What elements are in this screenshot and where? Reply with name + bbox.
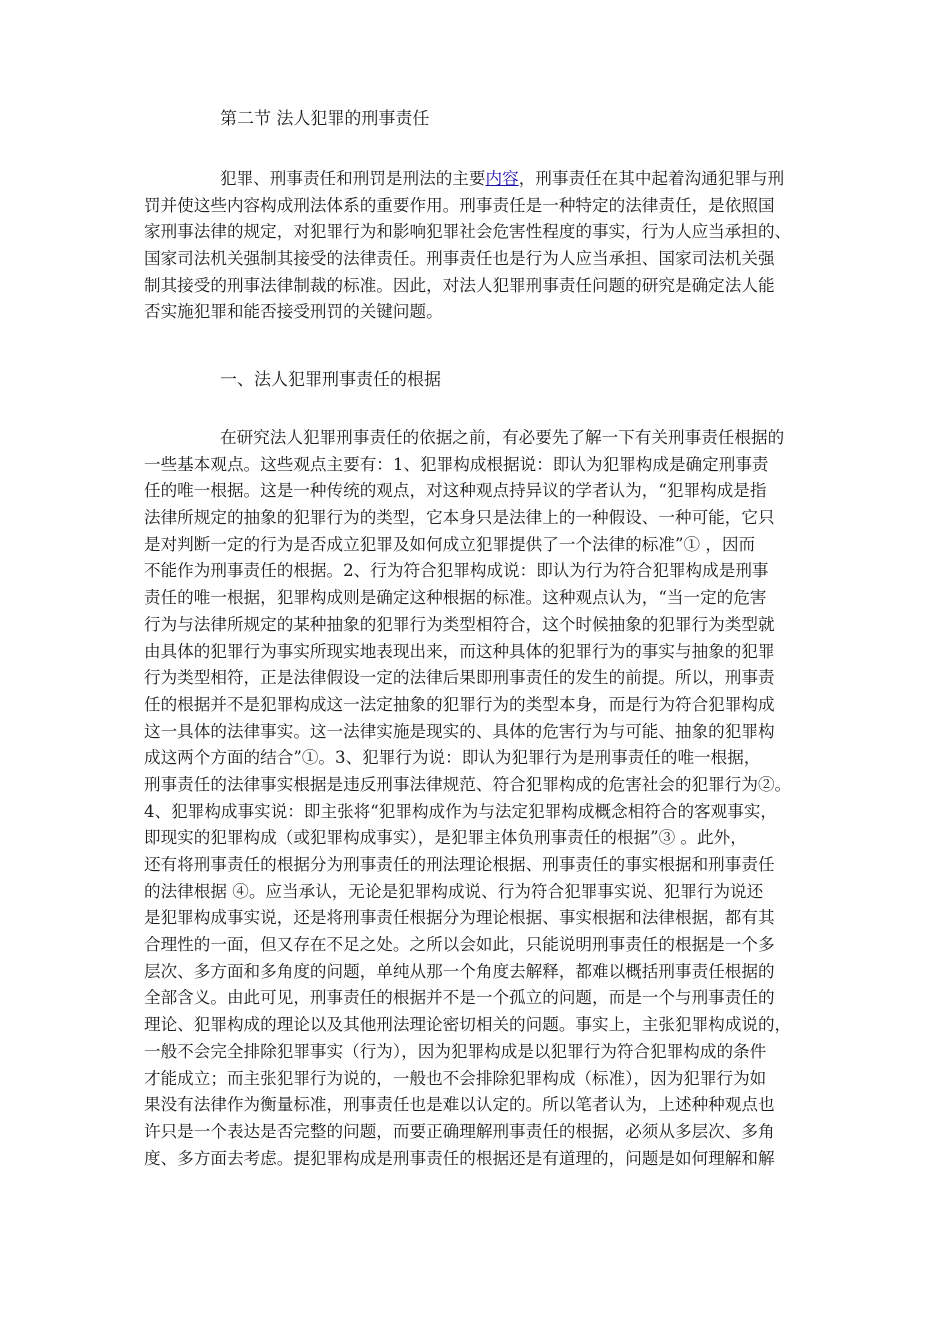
body-line: 在研究法人犯罪刑事责任的依据之前，有必要先了解一下有关刑事责任根据的 xyxy=(220,428,785,447)
body-line: 一些基本观点。这些观点主要有：1、犯罪构成根据说：即认为犯罪构成是确定刑事责 xyxy=(144,454,769,474)
body-line: 是对判断一定的行为是否成立犯罪及如何成立犯罪提供了一个法律的标准”① ，因而 xyxy=(144,534,756,554)
intro-line: 否实施犯罪和能否接受刑罚的关键问题。 xyxy=(144,302,443,322)
intro-line: 国家司法机关强制其接受的法律责任。刑事责任也是行为人应当承担、国家司法机关强 xyxy=(144,249,775,269)
body-line: 理论、犯罪构成的理论以及其他刑法理论密切相关的问题。事实上，主张犯罪构成说的， xyxy=(144,1015,792,1035)
body-line: 成这两个方面的结合”①。3、犯罪行为说：即认为犯罪行为是刑事责任的唯一根据， xyxy=(144,748,761,768)
body-line: 行为与法律所规定的某种抽象的犯罪行为类型相符合，这个时候抽象的犯罪行为类型就 xyxy=(144,614,775,634)
body-line: 任的唯一根据。这是一种传统的观点，对这种观点持异议的学者认为，“犯罪构成是指 xyxy=(144,481,767,501)
body-line: 4、犯罪构成事实说：即主张将“犯罪构成作为与法定犯罪构成概念相符合的客观事实， xyxy=(144,801,778,821)
section-title: 第二节 法人犯罪的刑事责任 xyxy=(220,109,430,129)
body-line: 还有将刑事责任的根据分为刑事责任的刑法理论根据、刑事责任的事实根据和刑事责任 xyxy=(144,855,775,874)
body-line: 责任的唯一根据，犯罪构成则是确定这种根据的标准。这种观点认为，“当一定的危害 xyxy=(144,588,767,608)
intro-line: 罚并使这些内容构成刑法体系的重要作用。刑事责任是一种特定的法律责任，是依照国 xyxy=(144,195,775,215)
body-line: 法律所规定的抽象的犯罪行为的类型，它本身只是法律上的一种假设、一种可能，它只 xyxy=(144,508,775,528)
intro-line-1 xyxy=(144,166,880,193)
intro-line-1-after: ，刑事责任在其中起着沟通犯罪与刑 xyxy=(518,169,785,188)
body-line: 不能作为刑事责任的根据。2、行为符合犯罪构成说：即认为行为符合犯罪构成是刑事 xyxy=(144,561,769,581)
content-link[interactable]: 内容 xyxy=(485,169,519,188)
body-line: 一般不会完全排除犯罪事实（行为），因为犯罪构成是以犯罪行为符合犯罪构成的条件 xyxy=(144,1041,767,1061)
body-line: 合理性的一面，但又存在不足之处。之所以会如此，只能说明刑事责任的根据是一个多 xyxy=(144,935,775,955)
body-line: 度、多方面去考虑。提犯罪构成是刑事责任的根据还是有道理的，问题是如何理解和解 xyxy=(144,1148,775,1168)
body-line: 行为类型相符，正是法律假设一定的法律后果即刑事责任的发生的前提。所以，刑事责 xyxy=(144,668,775,688)
body-line: 是犯罪构成事实说，还是将刑事责任根据分为理论根据、事实根据和法律根据，都有其 xyxy=(144,908,775,928)
intro-line-1-before: 犯罪、刑事责任和刑罚是刑法的主要 xyxy=(220,169,486,188)
body-line: 由具体的犯罪行为事实所现实地表现出来，而这种具体的犯罪行为的事实与抽象的犯罪 xyxy=(144,641,775,661)
body-line: 许只是一个表达是否完整的问题，而要正确理解刑事责任的根据，必须从多层次、多角 xyxy=(144,1121,775,1141)
body-line: 这一具体的法律事实。这一法律实施是现实的、具体的危害行为与可能、抽象的犯罪构 xyxy=(144,721,775,741)
intro-line: 家刑事法律的规定，对犯罪行为和影响犯罪社会危害性程度的事实，行为人应当承担的、 xyxy=(144,222,792,242)
body-line: 层次、多方面和多角度的问题，单纯从那一个角度去解释，都难以概括刑事责任根据的 xyxy=(144,961,775,981)
subsection-title: 一、法人犯罪刑事责任的根据 xyxy=(220,370,441,390)
body-line: 任的根据并不是犯罪构成这一法定抽象的犯罪行为的类型本身，而是行为符合犯罪构成 xyxy=(144,694,775,714)
body-line: 果没有法律作为衡量标准，刑事责任也是难以认定的。所以笔者认为，上述种种观点也 xyxy=(144,1095,775,1115)
body-line: 的法律根据 ④。应当承认，无论是犯罪构成说、行为符合犯罪事实说、犯罪行为说还 xyxy=(144,881,764,901)
intro-line: 制其接受的刑事法律制裁的标准。因此，对法人犯罪刑事责任问题的研究是确定法人能 xyxy=(144,275,775,295)
intro-paragraph xyxy=(144,166,880,326)
body-line: 才能成立；而主张犯罪行为说的，一般也不会排除犯罪构成（标准），因为犯罪行为如 xyxy=(144,1068,767,1088)
body-line: 刑事责任的法律事实根据是违反刑事法律规范、符合犯罪构成的危害社会的犯罪行为②。 xyxy=(144,774,792,794)
body-line: 即现实的犯罪构成（或犯罪构成事实），是犯罪主体负刑事责任的根据”③ 。此外， xyxy=(144,828,747,848)
body-paragraph xyxy=(144,425,880,1172)
body-line: 全部含义。由此可见，刑事责任的根据并不是一个孤立的问题，而是一个与刑事责任的 xyxy=(144,988,775,1008)
